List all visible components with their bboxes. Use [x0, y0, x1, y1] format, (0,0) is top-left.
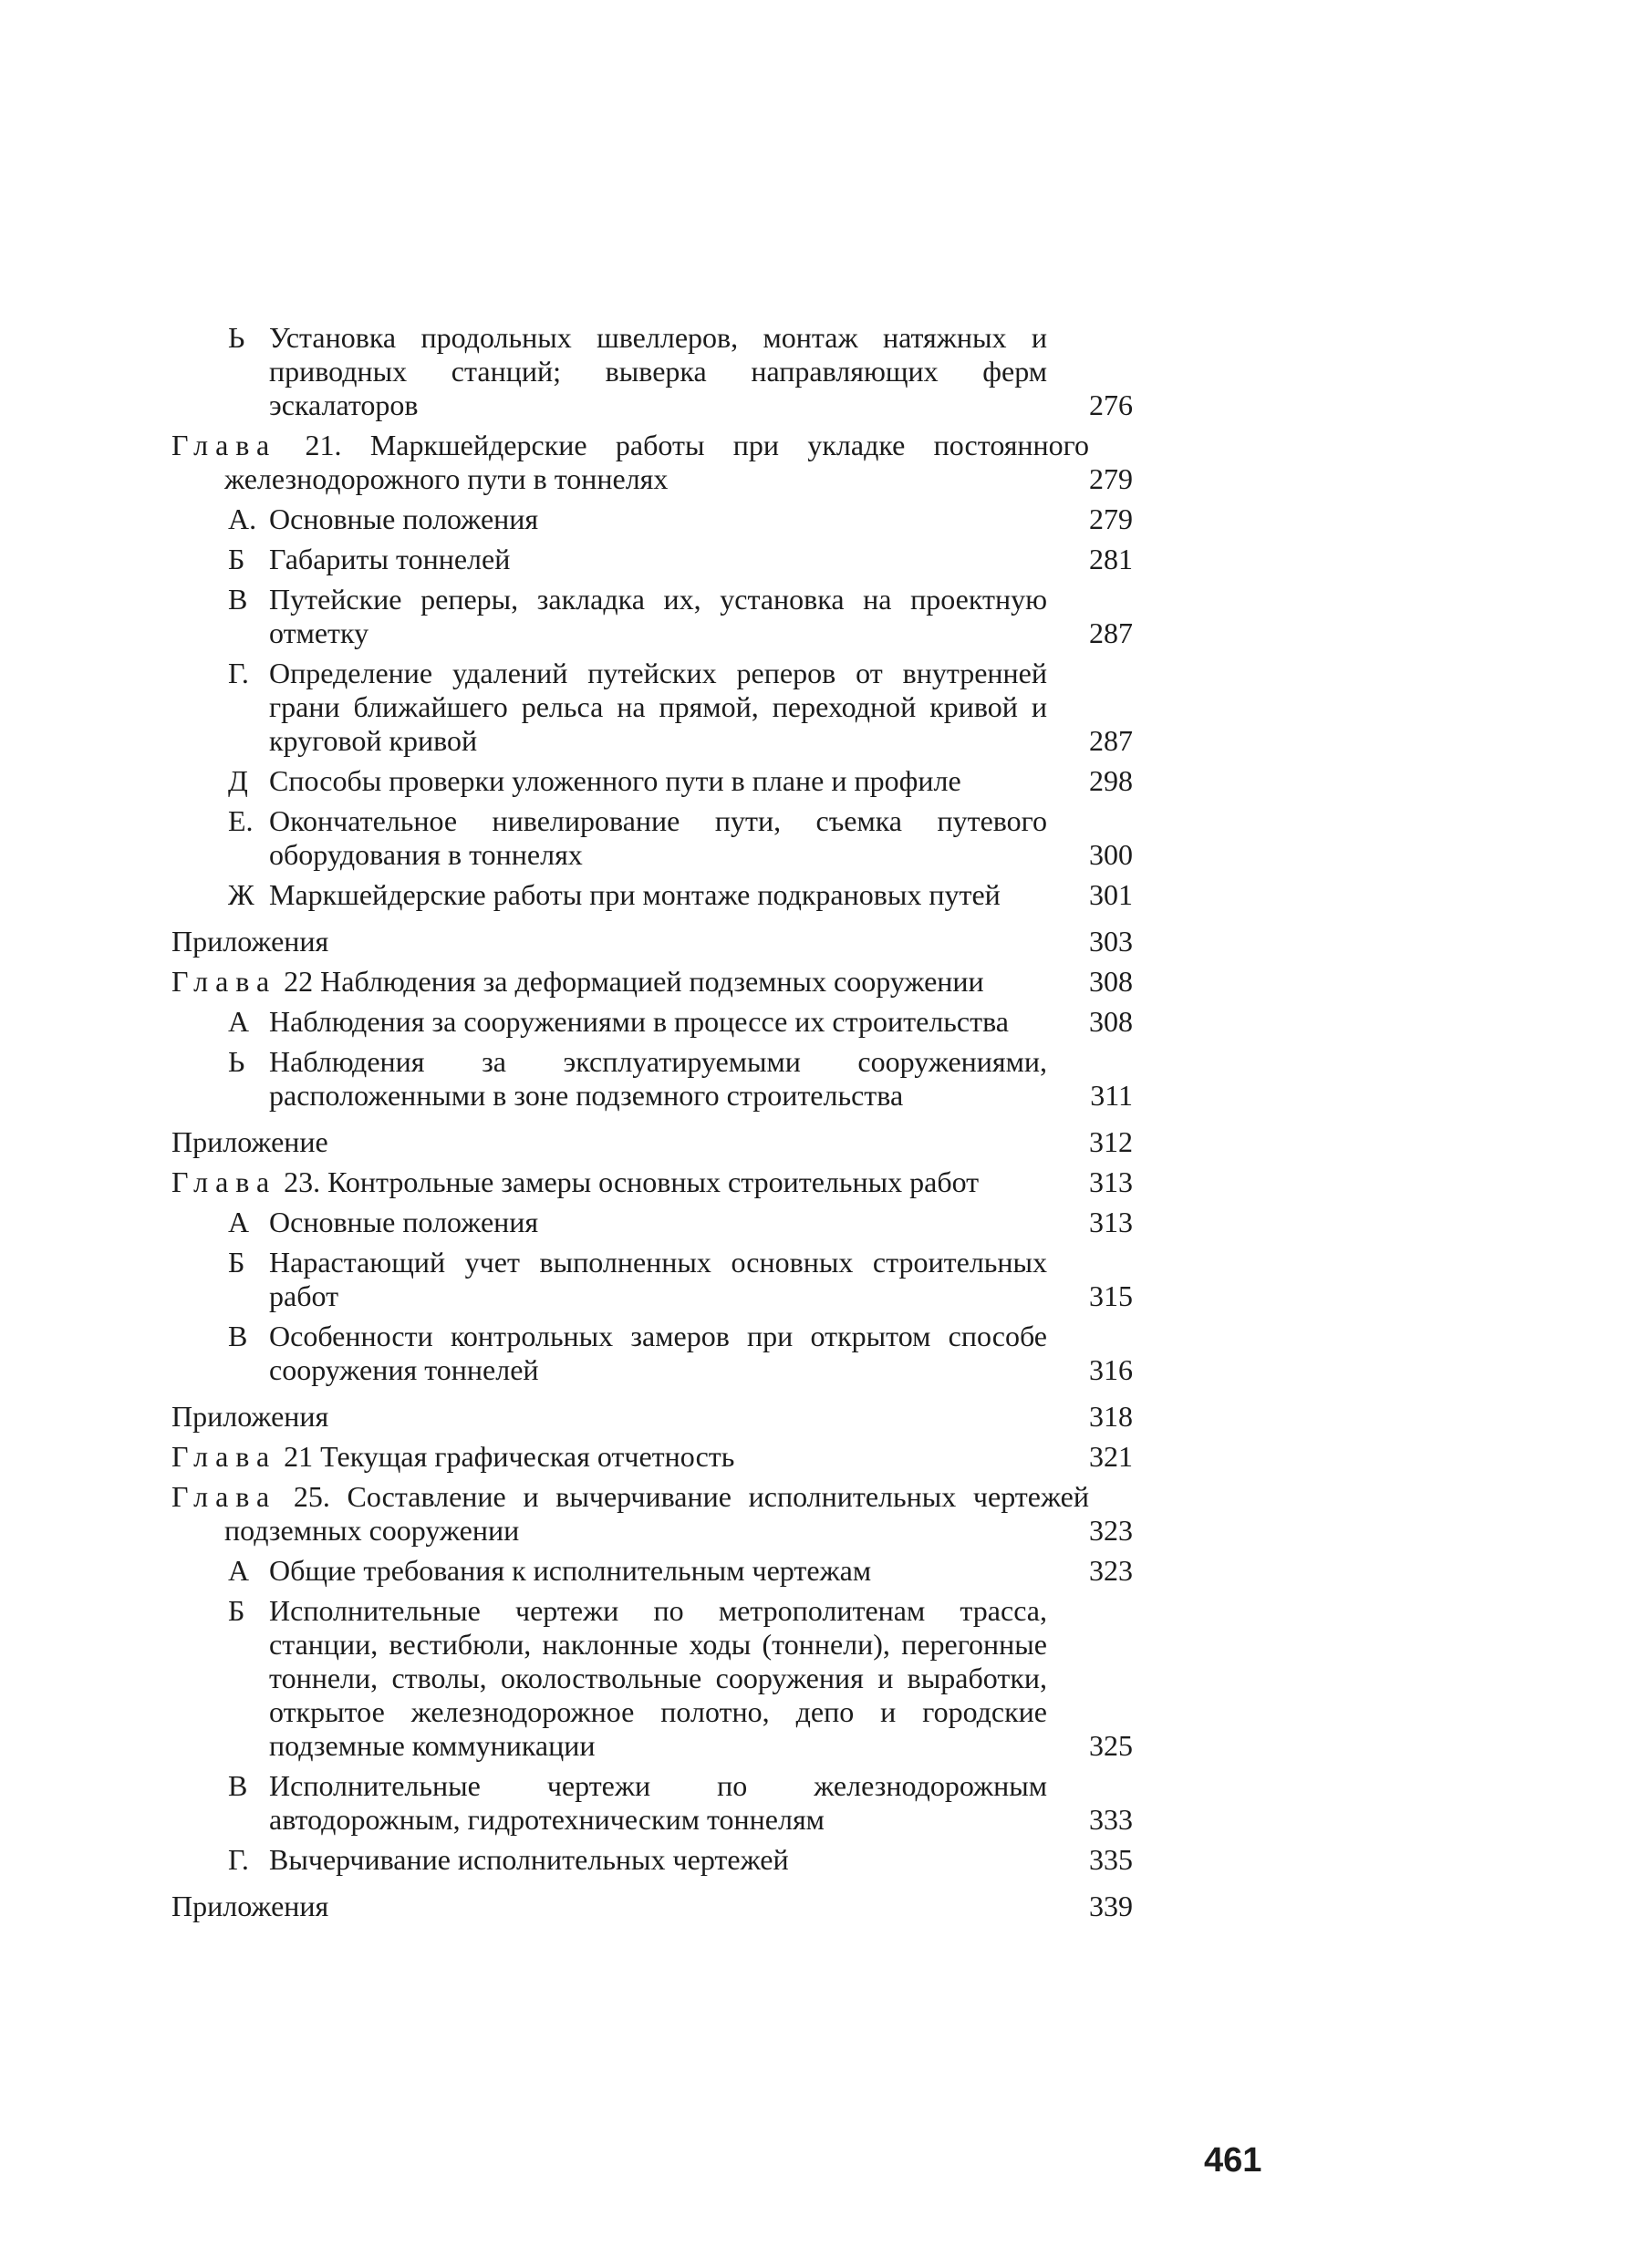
- entry-text: Основные положения: [269, 502, 539, 535]
- entry-page: 339: [1089, 1890, 1133, 1922]
- entry-page: 323: [1089, 1554, 1133, 1587]
- entry-page: 311: [1090, 1079, 1133, 1112]
- entry-page: 298: [1089, 764, 1133, 797]
- entry-text: Окончательное нивелирование пути, съемка путевого оборудования в тоннелях: [269, 804, 1047, 871]
- entry-mark: Ь: [228, 1045, 245, 1078]
- entry-text: Габариты тоннелей: [269, 543, 511, 575]
- toc-entry: [171, 321, 1138, 422]
- toc-entry: [171, 804, 1138, 872]
- entry-text: Вычерчивание исполнительных чертежей: [269, 1843, 789, 1876]
- entry-text: 25. Составление и вычерчивание исполнительных чертежей подземных сооружении: [224, 1480, 1090, 1547]
- entry-page: 333: [1089, 1803, 1133, 1836]
- chapter-label: Глава: [171, 1165, 277, 1198]
- entry-page: 312: [1089, 1125, 1133, 1158]
- entry-page: 308: [1089, 965, 1133, 998]
- entry-text: 23. Контрольные замеры основных строительных работ: [284, 1165, 980, 1198]
- entry-mark: Б: [228, 543, 245, 575]
- entry-mark: А: [228, 1005, 250, 1038]
- entry-text: 21 Текущая графическая отчетность: [284, 1440, 735, 1473]
- entry-text: Приложения: [171, 1400, 329, 1433]
- entry-page: 321: [1089, 1440, 1133, 1473]
- entry-page: 279: [1089, 502, 1133, 535]
- entry-mark: Ж: [228, 878, 254, 911]
- toc-entry: [171, 1246, 1138, 1313]
- entry-text: Определение удалений путейских реперов от внутренней грани ближайшего рельса на прямой, переходной кривой и круговой кривой: [269, 657, 1047, 757]
- entry-text: Приложение: [171, 1125, 328, 1158]
- entry-page: 276: [1089, 388, 1133, 421]
- toc-entry: [171, 1769, 1138, 1837]
- entry-page: 281: [1089, 543, 1133, 575]
- entry-text: Исполнительные чертежи по железнодорожным автодорожным, гидротехническим тоннелям: [269, 1769, 1047, 1836]
- entry-text: Установка продольных швеллеров, монтаж натяжных и приводных станций; выверка направляющих ферм эскалаторов: [269, 321, 1047, 421]
- entry-text: Способы проверки уложенного пути в плане и профиле: [269, 764, 961, 797]
- chapter-label: Глава: [171, 1480, 277, 1513]
- entry-mark: Г.: [228, 657, 249, 689]
- entry-page: 318: [1089, 1400, 1133, 1433]
- entry-mark: В: [228, 1769, 248, 1802]
- entry-page: 313: [1089, 1206, 1133, 1238]
- page-number: 461: [1204, 2141, 1262, 2180]
- entry-mark: Г.: [228, 1843, 249, 1876]
- toc-appendix: [171, 1890, 1138, 1923]
- toc-entry: [171, 1045, 1138, 1113]
- entry-text: Приложения: [171, 925, 329, 958]
- entry-mark: А: [228, 1554, 250, 1587]
- entry-mark: Е.: [228, 804, 254, 837]
- entry-page: 325: [1089, 1729, 1133, 1762]
- toc-entry: [171, 1206, 1138, 1239]
- toc-entry: [171, 1594, 1138, 1763]
- entry-text: Нарастающий учет выполненных основных строительных работ: [269, 1246, 1047, 1312]
- toc-chapter: [171, 1480, 1138, 1548]
- toc-entry: [171, 583, 1138, 650]
- entry-page: 287: [1089, 616, 1133, 649]
- entry-page: 313: [1089, 1165, 1133, 1198]
- entry-text: Путейские реперы, закладка их, установка на проектную отметку: [269, 583, 1047, 649]
- entry-page: 300: [1089, 838, 1133, 871]
- entry-text: Исполнительные чертежи по метрополитенам трасса, станции, вестибюли, наклонные ходы (тоннели), перегонные тоннели, стволы, околоствольные сооружения и выработки, открытое железнодорожное полотно, депо и городские подземные коммуникации: [269, 1594, 1047, 1762]
- entry-mark: В: [228, 583, 248, 616]
- entry-text: Наблюдения за сооружениями в процессе их строительства: [269, 1005, 1009, 1038]
- chapter-label: Глава: [171, 429, 277, 461]
- entry-text: Особенности контрольных замеров при открытом способе сооружения тоннелей: [269, 1320, 1047, 1386]
- entry-page: 287: [1089, 724, 1133, 757]
- toc-entry: [171, 1843, 1138, 1877]
- entry-mark: Б: [228, 1246, 245, 1279]
- entry-mark: Ь: [228, 321, 245, 354]
- toc-entry: [171, 764, 1138, 798]
- entry-mark: В: [228, 1320, 248, 1352]
- entry-page: 315: [1089, 1279, 1133, 1312]
- entry-page: 323: [1089, 1514, 1133, 1547]
- table-of-contents: [171, 321, 1138, 1923]
- toc-entry: [171, 543, 1138, 576]
- toc-chapter: [171, 1440, 1138, 1474]
- toc-entry: [171, 1554, 1138, 1588]
- chapter-label: Глава: [171, 1440, 277, 1473]
- toc-entry: [171, 1320, 1138, 1387]
- entry-text: Наблюдения за эксплуатируемыми сооружениями, расположенными в зоне подземного строительства: [269, 1045, 1047, 1112]
- entry-page: 301: [1089, 878, 1133, 911]
- toc-entry: [171, 878, 1138, 912]
- toc-chapter: [171, 965, 1138, 999]
- toc-appendix: [171, 1125, 1138, 1159]
- entry-page: 316: [1089, 1353, 1133, 1386]
- entry-page: 303: [1089, 925, 1133, 958]
- entry-page: 308: [1089, 1005, 1133, 1038]
- entry-text: Приложения: [171, 1890, 329, 1922]
- toc-entry: [171, 502, 1138, 536]
- entry-page: 279: [1089, 462, 1133, 495]
- entry-mark: А.: [228, 502, 257, 535]
- toc-chapter: [171, 1165, 1138, 1199]
- toc-entry: [171, 1005, 1138, 1039]
- entry-text: Общие требования к исполнительным чертежам: [269, 1554, 872, 1587]
- entry-text: Маркшейдерские работы при монтаже подкрановых путей: [269, 878, 1001, 911]
- entry-text: Основные положения: [269, 1206, 539, 1238]
- entry-mark: А: [228, 1206, 250, 1238]
- toc-appendix: [171, 1400, 1138, 1434]
- toc-chapter: [171, 429, 1138, 496]
- chapter-label: Глава: [171, 965, 277, 998]
- toc-appendix: [171, 925, 1138, 958]
- entry-mark: Б: [228, 1594, 245, 1627]
- entry-page: 335: [1089, 1843, 1133, 1876]
- entry-text: 21. Маркшейдерские работы при укладке постоянного железнодорожного пути в тоннелях: [224, 429, 1090, 495]
- toc-entry: [171, 657, 1138, 758]
- entry-mark: Д: [228, 764, 248, 797]
- entry-text: 22 Наблюдения за деформацией подземных сооружении: [284, 965, 984, 998]
